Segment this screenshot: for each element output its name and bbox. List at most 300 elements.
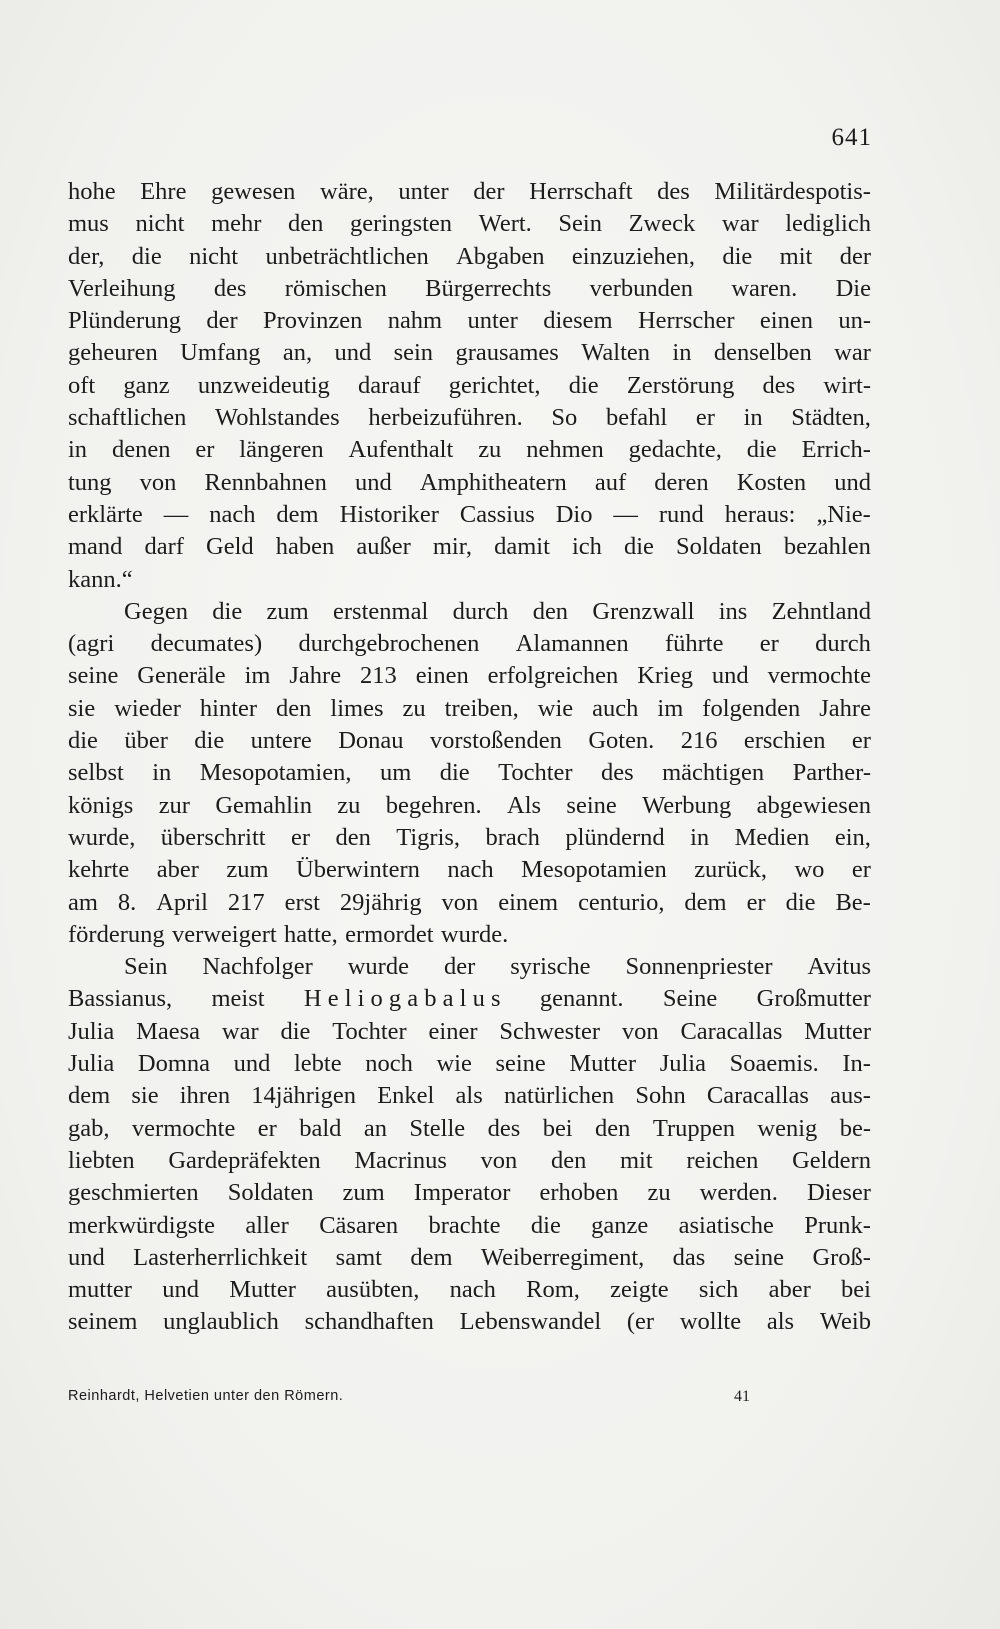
word: noch	[365, 1050, 413, 1078]
word: Stelle	[409, 1114, 466, 1142]
word: Mesopotamien,	[199, 759, 352, 787]
word: ganz	[123, 371, 170, 399]
word: erst	[284, 888, 320, 916]
word: hohe	[68, 178, 116, 205]
word: waren.	[731, 274, 798, 302]
text-line	[68, 1242, 871, 1274]
word: bald	[299, 1114, 342, 1142]
word: Jahre	[819, 694, 871, 722]
word: die	[785, 888, 816, 916]
word: Wohlstandes	[215, 404, 340, 432]
word: die	[568, 371, 599, 399]
word: sich	[698, 1276, 739, 1304]
word: brach	[485, 823, 540, 851]
word: ihren	[179, 1082, 231, 1110]
word: Historiker	[339, 500, 439, 528]
word: hatte,	[284, 920, 338, 948]
word: Medien	[734, 823, 810, 851]
word: Gegen	[124, 597, 188, 625]
word: Zehntland	[771, 597, 871, 625]
word: Weiberregiment,	[480, 1243, 645, 1271]
word: Amphitheatern	[419, 468, 567, 496]
word: Cäsaren	[319, 1211, 399, 1239]
word: von	[441, 888, 479, 916]
word: königs	[68, 791, 134, 819]
word: des	[762, 371, 796, 399]
text-line	[68, 305, 871, 337]
word: Alamannen	[515, 630, 629, 658]
word: wollte	[679, 1308, 742, 1336]
word: wäre,	[320, 178, 374, 205]
word: treiben,	[444, 694, 519, 722]
page-number: 641	[831, 124, 872, 151]
word: einer	[428, 1017, 478, 1045]
text-line	[68, 499, 871, 531]
word: erschien	[743, 727, 826, 755]
word: wurde,	[68, 823, 136, 851]
word: damit	[494, 533, 550, 561]
text-line	[68, 1210, 871, 1242]
word: deren	[654, 468, 709, 496]
text-line	[68, 1016, 871, 1048]
text-line	[68, 887, 871, 919]
word: befahl	[605, 404, 668, 432]
text-line	[68, 1306, 871, 1338]
word: des	[600, 759, 634, 787]
word: Provinzen	[262, 307, 363, 335]
word: schandhaften	[304, 1308, 434, 1336]
word: diesem	[543, 307, 613, 335]
word: Domna	[137, 1050, 211, 1078]
word: ausübten,	[326, 1276, 420, 1304]
word: Rennbahnen	[204, 468, 327, 496]
text-line	[68, 628, 871, 660]
word: er	[746, 888, 766, 916]
word: wieder	[114, 694, 181, 722]
word: des	[213, 274, 247, 302]
word: nicht	[135, 210, 185, 238]
word: Sein	[124, 953, 168, 981]
word: limes	[330, 694, 384, 722]
word: Als	[507, 791, 542, 819]
word: Geld	[206, 533, 254, 561]
word: H e l i o g a b a l u s	[303, 985, 501, 1013]
word: zu	[337, 791, 361, 819]
word: Gardepräfekten	[168, 1146, 321, 1174]
word: Gemahlin	[215, 791, 312, 819]
text-line	[68, 1145, 871, 1177]
word: reichen	[686, 1146, 759, 1174]
word: der	[839, 242, 871, 270]
word: er	[195, 436, 215, 464]
text-line	[68, 1048, 871, 1080]
word: merkwürdigste	[68, 1211, 215, 1239]
word: vermochte	[131, 1114, 236, 1142]
word: war	[721, 210, 759, 238]
word: Großmutter	[756, 985, 871, 1013]
word: ganze	[591, 1211, 649, 1239]
word: in	[68, 436, 88, 464]
word: —	[613, 500, 638, 528]
word: an,	[282, 339, 313, 367]
word: Soldaten	[227, 1179, 314, 1207]
text-line	[68, 273, 871, 305]
word: aber	[156, 856, 199, 884]
signature-mark: 41	[734, 1388, 750, 1405]
word: führte	[664, 630, 724, 658]
word: plündernd	[565, 823, 665, 851]
word: Sein	[558, 210, 602, 238]
word: um	[379, 759, 412, 787]
text-line	[68, 434, 871, 466]
word: wie	[436, 1050, 472, 1078]
word: Mutter	[569, 1050, 637, 1078]
word: liebten	[68, 1146, 135, 1174]
text-line	[68, 531, 871, 563]
text-line	[68, 660, 871, 692]
word: Verleihung	[68, 274, 176, 302]
word: In-	[842, 1050, 871, 1078]
word: die	[212, 597, 243, 625]
word: zeigte	[610, 1276, 669, 1304]
word: die	[530, 1211, 561, 1239]
word: Dio	[555, 500, 593, 528]
word: seine	[495, 1050, 546, 1078]
word: geschmierten	[68, 1179, 199, 1207]
word: Bürgerrechts	[425, 274, 552, 302]
word: Generäle	[137, 662, 226, 690]
word: des	[487, 1114, 521, 1142]
word: Tochter	[332, 1017, 407, 1045]
text-line	[68, 1080, 871, 1112]
word: den	[595, 1114, 631, 1142]
word: die	[194, 727, 225, 755]
word: genannt.	[539, 985, 624, 1013]
word: Jahre	[289, 662, 342, 690]
word: denselben	[713, 339, 812, 367]
word: die	[746, 436, 777, 464]
word: Plünderung	[68, 307, 181, 335]
word: Soaemis.	[729, 1050, 819, 1078]
word: natürlichen	[503, 1082, 615, 1110]
word: des	[657, 178, 690, 205]
word: und	[711, 662, 749, 690]
word: seinem	[68, 1308, 138, 1336]
word: nach	[209, 500, 256, 528]
word: unglaublich	[163, 1308, 279, 1336]
word: Städten,	[791, 404, 871, 432]
word: seine	[566, 791, 617, 819]
word: in	[672, 339, 692, 367]
word: Bassianus,	[68, 985, 173, 1013]
word: Zerstörung	[626, 371, 735, 399]
word: Mesopotamien	[521, 856, 667, 884]
word: die	[439, 759, 470, 787]
word: Lasterherrlichkeit	[133, 1243, 308, 1271]
word: 8.	[117, 888, 137, 916]
word: 14jährigen	[251, 1082, 357, 1110]
word: begehren.	[385, 791, 482, 819]
word: gab,	[68, 1114, 110, 1142]
word: Herrscher	[637, 307, 735, 335]
word: und	[355, 468, 392, 496]
word: er	[759, 630, 779, 658]
word: unzweideutig	[197, 371, 330, 399]
word: mir,	[432, 533, 472, 561]
body-text	[68, 176, 871, 1339]
text-line	[68, 1274, 871, 1306]
word: wo	[794, 856, 825, 884]
word: (er	[626, 1308, 655, 1336]
word: Abgaben	[456, 242, 545, 270]
word: förderung	[68, 920, 165, 948]
word: den	[532, 597, 569, 625]
word: die	[131, 242, 162, 270]
word: oft	[68, 371, 96, 399]
word: Macrinus	[354, 1146, 447, 1174]
word: selbst	[68, 759, 124, 787]
word: asiatische	[678, 1211, 774, 1239]
text-line	[68, 241, 871, 273]
word: in	[690, 823, 710, 851]
word: zur	[158, 791, 190, 819]
word: darauf	[357, 371, 421, 399]
word: einem	[498, 888, 559, 916]
word: auch	[592, 694, 639, 722]
word: nicht	[189, 242, 239, 270]
word: zum	[226, 856, 269, 884]
word: meist	[211, 985, 265, 1013]
word: das	[672, 1243, 706, 1271]
word: zum	[342, 1179, 385, 1207]
word: wurde.	[440, 920, 509, 948]
word: Schwester	[499, 1017, 601, 1045]
word: römischen	[284, 274, 387, 302]
word: nach	[449, 1276, 496, 1304]
word: Dieser	[806, 1179, 871, 1207]
word: Herrschaft	[529, 178, 633, 205]
word: „Nie-	[816, 500, 871, 528]
word: und	[834, 468, 871, 496]
word: Goten.	[588, 727, 655, 755]
word: schaftlichen	[68, 404, 187, 432]
word: aus-	[830, 1082, 871, 1110]
word: ins	[718, 597, 748, 625]
word: am	[68, 888, 98, 916]
word: sie	[68, 694, 96, 722]
word: vermochte	[767, 662, 871, 690]
word: Sohn	[635, 1082, 686, 1110]
word: geringsten	[350, 210, 453, 238]
word: unbeträchtlichen	[265, 242, 429, 270]
word: So	[551, 404, 578, 432]
word: 29jährig	[339, 888, 422, 916]
word: Be-	[835, 888, 871, 916]
word: Geldern	[792, 1146, 871, 1174]
word: Tigris,	[396, 823, 461, 851]
word: unter	[467, 307, 518, 335]
word: Cassius	[459, 500, 535, 528]
word: haben	[275, 533, 335, 561]
text-line	[68, 790, 871, 822]
word: einen	[415, 662, 469, 690]
word: wenig	[757, 1114, 818, 1142]
word: mutter	[68, 1276, 132, 1304]
word: tung	[68, 468, 112, 496]
word: war	[221, 1017, 259, 1045]
word: Mutter	[229, 1276, 296, 1304]
word: gerichtet,	[448, 371, 541, 399]
word: wie	[537, 694, 574, 722]
word: geheuren	[68, 339, 158, 367]
word: ermordet	[345, 920, 434, 948]
word: im	[657, 694, 684, 722]
word: decumates)	[150, 630, 263, 658]
word: von	[480, 1146, 518, 1174]
word: Überwintern	[296, 856, 420, 884]
word: mit	[779, 242, 813, 270]
word: denen	[111, 436, 171, 464]
word: lebte	[293, 1050, 342, 1078]
word: die	[722, 242, 753, 270]
word: durch	[815, 630, 871, 658]
word: der	[443, 953, 476, 981]
word: der,	[68, 242, 105, 270]
word: der	[206, 307, 238, 335]
word: Parther-	[792, 759, 871, 787]
word: mand	[68, 533, 123, 561]
word: Maesa	[136, 1017, 201, 1045]
word: mus	[68, 210, 109, 238]
word: darf	[144, 533, 184, 561]
word: den	[288, 210, 324, 238]
word: an	[363, 1114, 387, 1142]
text-line	[68, 951, 871, 983]
word: rund	[658, 500, 704, 528]
word: er	[851, 727, 871, 755]
word: hinter	[199, 694, 258, 722]
word: grausames	[455, 339, 559, 367]
word: (agri	[68, 630, 115, 658]
word: bei	[542, 1114, 573, 1142]
word: Julia	[68, 1050, 115, 1078]
word: den	[276, 694, 312, 722]
word: sie	[131, 1082, 159, 1110]
word: 213	[360, 662, 397, 690]
word: längeren	[239, 436, 324, 464]
word: bei	[841, 1276, 871, 1304]
word: erstenmal	[333, 597, 429, 625]
word: brachte	[428, 1211, 501, 1239]
word: mit	[619, 1146, 653, 1174]
word: centurio,	[578, 888, 665, 916]
text-line	[68, 1113, 871, 1145]
text-line	[68, 596, 871, 628]
word: Donau	[338, 727, 404, 755]
word: Rom,	[526, 1276, 580, 1304]
word: Julia	[659, 1050, 706, 1078]
word: überschritt	[160, 823, 266, 851]
word: vorstoßenden	[429, 727, 562, 755]
word: Tochter	[498, 759, 573, 787]
word: den	[550, 1146, 587, 1174]
word: nach	[447, 856, 494, 884]
text-line	[68, 467, 871, 499]
word: und	[233, 1050, 271, 1078]
word: 217	[227, 888, 265, 916]
word: zu	[647, 1179, 671, 1207]
word: bezahlen	[783, 533, 871, 561]
word: die	[623, 533, 654, 561]
text-line	[68, 402, 871, 434]
word: Walten	[581, 339, 651, 367]
word: Umfang	[180, 339, 261, 367]
word: gewesen	[211, 178, 296, 205]
word: Mutter	[804, 1017, 871, 1045]
word: ein,	[834, 823, 871, 851]
word: Sonnenpriester	[625, 953, 773, 981]
word: —	[163, 500, 189, 528]
word: April	[156, 888, 208, 916]
word: werden.	[699, 1179, 778, 1207]
word: in	[743, 404, 763, 432]
word: seine	[733, 1243, 785, 1271]
word: Imperator	[413, 1179, 511, 1207]
word: Caracallas	[680, 1017, 783, 1045]
text-line	[68, 208, 871, 240]
word: einzuziehen,	[571, 242, 696, 270]
text-line	[68, 919, 871, 951]
word: Avitus	[807, 953, 871, 981]
text-line	[68, 983, 871, 1015]
word: Zweck	[628, 210, 696, 238]
word: durch	[452, 597, 509, 625]
word: lediglich	[785, 210, 871, 238]
word: Ehre	[140, 178, 187, 205]
word: erklärte	[68, 500, 143, 528]
word: be-	[839, 1114, 871, 1142]
word: kehrte	[68, 856, 130, 884]
word: dem	[276, 500, 319, 528]
word: 216	[680, 727, 718, 755]
word: Lebenswandel	[459, 1308, 602, 1336]
word: Krieg	[637, 662, 693, 690]
text-line	[68, 564, 871, 596]
word: er	[257, 1114, 277, 1142]
word: Caracallas	[706, 1082, 809, 1110]
word: von	[139, 468, 177, 496]
text-line	[68, 693, 871, 725]
word: wurde	[347, 953, 409, 981]
word: zum	[266, 597, 309, 625]
word: Groß-	[812, 1243, 871, 1271]
word: und	[162, 1276, 199, 1304]
word: seine	[68, 662, 119, 690]
text-line	[68, 854, 871, 886]
word: Militärdespotis-	[714, 178, 871, 205]
word: Die	[835, 274, 871, 302]
word: erhoben	[539, 1179, 619, 1207]
word: samt	[335, 1243, 382, 1271]
word: zu	[478, 436, 502, 464]
word: er	[290, 823, 311, 851]
word: heraus:	[724, 500, 796, 528]
text-line	[68, 822, 871, 854]
word: Prunk-	[804, 1211, 871, 1239]
word: nahm	[387, 307, 443, 335]
word: die	[68, 727, 98, 755]
word: untere	[250, 727, 312, 755]
